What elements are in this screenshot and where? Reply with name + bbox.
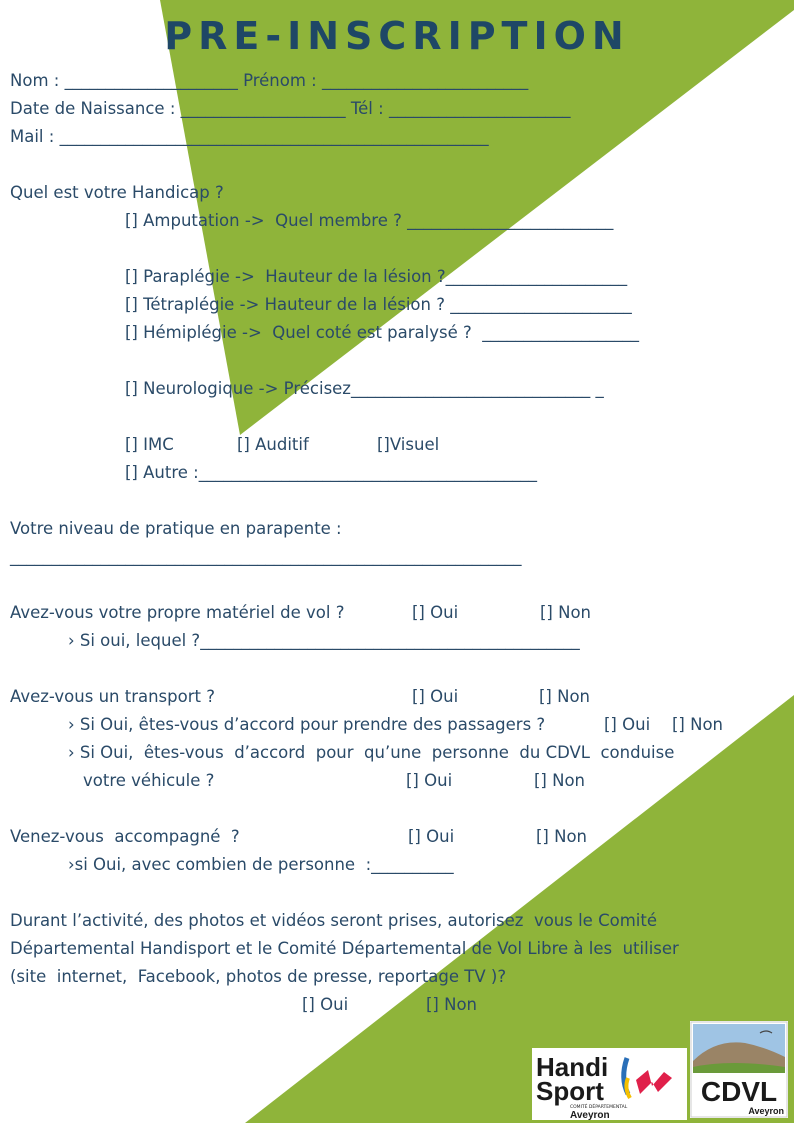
tetraplegie-row — [125, 291, 632, 319]
autre-field[interactable]: _________________________________________ — [198, 463, 537, 482]
nom-field[interactable]: _____________________ — [64, 71, 244, 90]
handicap-question: Quel est votre Handicap ? — [10, 183, 224, 202]
paraplegie-checkbox[interactable]: [] Paraplégie -> Hauteur de la lésion ? — [125, 267, 446, 286]
tetraplegie-field[interactable]: ______________________ — [450, 295, 632, 314]
handisport-logo-line2: Sport — [536, 1076, 604, 1106]
accompagne-non-checkbox[interactable]: [] Non — [536, 827, 588, 846]
transport-non-checkbox[interactable]: [] Non — [539, 687, 591, 706]
materiel-sub-row: › Si oui, lequel ?______________________________________________ — [68, 631, 580, 650]
page-title: PRE-INSCRIPTION — [164, 14, 630, 58]
materiel-non-checkbox[interactable]: [] Non — [540, 603, 592, 622]
passagers-non-checkbox[interactable]: [] Non — [672, 715, 724, 734]
handisport-logo-region: Aveyron — [570, 1110, 610, 1120]
autre-row — [125, 459, 537, 487]
paraplegie-row — [125, 263, 627, 291]
conduite-question: › Si Oui, êtes-vous d’accord pour qu’une personne du CDVL conduise — [68, 743, 675, 762]
photos-non-checkbox[interactable]: [] Non — [426, 995, 478, 1014]
handisport-logo-line1: Handi — [536, 1052, 609, 1082]
tel-field[interactable]: ______________________ — [388, 99, 571, 118]
amputation-field[interactable]: _________________________ — [407, 211, 614, 230]
cdvl-logo-region: Aveyron — [748, 1106, 784, 1116]
amputation-checkbox[interactable]: [] Amputation -> Quel membre ? — [125, 211, 408, 230]
amputation-row — [125, 207, 613, 235]
neuro-field[interactable]: _____________________________ _ — [350, 379, 604, 398]
mail-row: Mail : ____________________________________________________ — [10, 127, 489, 146]
auditif-checkbox[interactable]: [] Auditif — [237, 435, 309, 454]
imc-checkbox[interactable]: [] IMC — [125, 435, 174, 454]
materiel-question: Avez-vous votre propre matériel de vol ? — [10, 603, 345, 622]
conduite-oui-checkbox[interactable]: [] Oui — [406, 771, 453, 790]
hemiplegie-checkbox[interactable]: [] Hémiplégie -> Quel coté est paralysé ? — [125, 323, 483, 342]
visuel-checkbox[interactable]: []Visuel — [377, 435, 440, 454]
autre-checkbox[interactable]: [] Autre : — [125, 463, 199, 482]
transport-oui-checkbox[interactable]: [] Oui — [412, 687, 459, 706]
accompagne-question: Venez-vous accompagné ? — [10, 827, 240, 846]
photos-text-2: Départemental Handisport et le Comité Départemental de Vol Libre à les utiliser — [10, 939, 679, 958]
handisport-logo-sub: COMITÉ DÉPARTEMENTAL — [570, 1105, 628, 1110]
photos-text-1: Durant l’activité, des photos et vidéos seront prises, autorisez vous le Comité — [10, 911, 657, 930]
niveau-question: Votre niveau de pratique en parapente : — [10, 519, 342, 538]
photos-text-3: (site internet, Facebook, photos de presse, reportage TV )? — [10, 967, 507, 986]
passagers-oui-checkbox[interactable]: [] Oui — [604, 715, 651, 734]
conduite-non-checkbox[interactable]: [] Non — [534, 771, 586, 790]
neuro-row — [125, 375, 604, 403]
transport-question: Avez-vous un transport ? — [10, 687, 215, 706]
passagers-question: › Si Oui, êtes-vous d’accord pour prendre des passagers ? — [68, 715, 546, 734]
naissance-tel-row: Date de Naissance : ____________________ Tél : ______________________ — [10, 99, 571, 118]
niveau-field[interactable]: ______________________________________________________________ — [10, 547, 522, 566]
accompagne-nombre-field[interactable]: __________ — [371, 855, 454, 874]
hemiplegie-field[interactable]: ___________________ — [482, 323, 640, 342]
photos-oui-checkbox[interactable]: [] Oui — [302, 995, 349, 1014]
handisport-swoosh-icon — [624, 1058, 672, 1098]
accompagne-sub-row: ›si Oui, avec combien de personne :__________ — [68, 855, 454, 874]
mail-field[interactable]: ____________________________________________________ — [59, 127, 489, 146]
tetraplegie-checkbox[interactable]: [] Tétraplégie -> Hauteur de la lésion ? — [125, 295, 451, 314]
neuro-checkbox[interactable]: [] Neurologique -> Précisez — [125, 379, 351, 398]
cdvl-logo — [690, 1021, 788, 1118]
materiel-oui-checkbox[interactable]: [] Oui — [412, 603, 459, 622]
paraplegie-field[interactable]: ______________________ — [445, 267, 628, 286]
hemiplegie-row — [125, 319, 639, 347]
cdvl-logo-name: CDVL — [700, 1076, 778, 1107]
naissance-field[interactable]: ____________________ — [180, 99, 351, 118]
nom-prenom-row: Nom : _____________________ Prénom : _________________________ — [10, 71, 529, 90]
materiel-lequel-field[interactable]: ______________________________________________ — [200, 631, 580, 650]
accompagne-oui-checkbox[interactable]: [] Oui — [408, 827, 455, 846]
prenom-field[interactable]: _________________________ — [321, 71, 529, 90]
conduite-question-cont: votre véhicule ? — [83, 771, 215, 790]
handisport-logo — [532, 1048, 687, 1120]
